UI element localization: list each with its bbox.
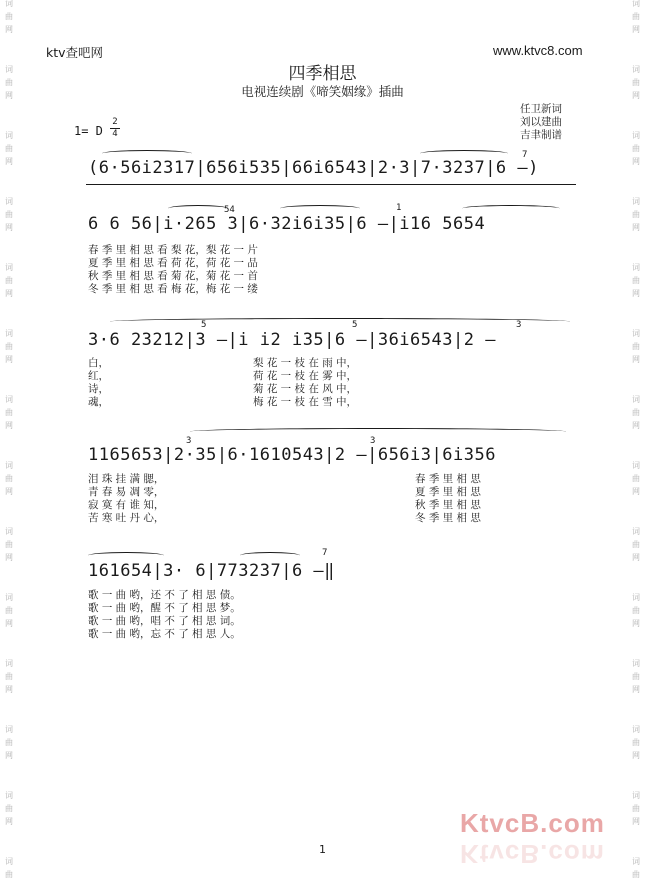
slur-mark xyxy=(168,205,228,212)
edge-watermark-char: 曲 xyxy=(5,12,13,21)
edge-watermark-char: 曲 xyxy=(632,210,640,219)
edge-watermark-char: 网 xyxy=(632,685,640,694)
edge-watermark-char: 曲 xyxy=(5,408,13,417)
lyric-verse3-line3: 菊 花 一 枝 在 风 中， xyxy=(253,383,358,395)
lyric-verse1-line3: 梨 花 一 枝 在 雨 中， xyxy=(253,357,358,369)
score-line-2: 6 6 56|i·265 3|6·32i6i35|6 —|i16 5654 xyxy=(88,214,486,234)
slur-mark xyxy=(240,552,300,559)
edge-watermark-char: 词 xyxy=(632,593,640,602)
lyric-verse1-line4-end: 春 季 里 相 思 xyxy=(415,473,481,485)
edge-watermark-char: 网 xyxy=(5,487,13,496)
edge-watermark-char: 词 xyxy=(5,263,13,272)
lyric-verse3-line4-end: 秋 季 里 相 思 xyxy=(415,499,481,511)
time-signature xyxy=(110,118,120,139)
edge-watermark-char: 网 xyxy=(5,619,13,628)
lyric-verse3-line4: 寂 寞 有 谁 知， xyxy=(88,499,165,511)
grace-note: 5 xyxy=(201,320,207,330)
edge-watermark-char: 网 xyxy=(632,421,640,430)
edge-watermark-char: 词 xyxy=(632,131,640,140)
lyric-verse2-line3-start: 红， xyxy=(88,370,109,382)
lyric-verse1-line5: 歌 一 曲 哟，还 不 了 相 思 债。 xyxy=(88,589,241,601)
grace-note: 1 xyxy=(396,203,402,213)
edge-watermark-char: 曲 xyxy=(5,672,13,681)
site-url[interactable]: www.ktvc8.com xyxy=(493,43,583,58)
score-line-5: 161654|3· 6|773237|6 —‖ xyxy=(88,561,335,581)
edge-watermark-char: 曲 xyxy=(632,342,640,351)
score-line-1: (6·56i2317|656i535|66i6543|2·3|7·3237|6 —) xyxy=(88,158,539,178)
edge-watermark-char: 网 xyxy=(5,25,13,34)
edge-watermark-char: 曲 xyxy=(632,606,640,615)
edge-watermark-char: 曲 xyxy=(632,144,640,153)
edge-watermark-char: 词 xyxy=(5,527,13,536)
edge-watermark-char: 曲 xyxy=(632,804,640,813)
edge-watermark-char: 曲 xyxy=(632,540,640,549)
edge-watermark-char: 词 xyxy=(632,65,640,74)
lyric-verse3-line3-start: 诗， xyxy=(88,383,109,395)
edge-watermark-char: 词 xyxy=(632,395,640,404)
edge-watermark-char: 曲 xyxy=(5,144,13,153)
grace-note: 7 xyxy=(522,150,528,160)
grace-note: 3 xyxy=(516,320,522,330)
edge-watermark-char: 网 xyxy=(5,817,13,826)
left-edge-watermark xyxy=(3,0,15,891)
grace-note: 3 xyxy=(370,436,376,446)
transcriber-credit: 吉聿制谱 xyxy=(520,129,562,141)
right-edge-watermark xyxy=(630,0,642,891)
lyricist-credit: 任卫新词 xyxy=(520,103,562,115)
edge-watermark-char: 曲 xyxy=(5,276,13,285)
lyric-verse4-line2: 冬 季 里 相 思 看 梅 花，梅 花 一 缕 xyxy=(88,283,258,295)
edge-watermark-char: 曲 xyxy=(632,474,640,483)
edge-watermark-char: 曲 xyxy=(632,12,640,21)
edge-watermark-char: 词 xyxy=(5,725,13,734)
grace-note: 7 xyxy=(322,548,328,558)
edge-watermark-char: 曲 xyxy=(632,276,640,285)
score-line-3: 3·6 23212|3 —|i i2 i35|6 —|36i6543|2 — xyxy=(88,330,496,350)
edge-watermark-char: 曲 xyxy=(632,408,640,417)
site-name: ktv查吧网 xyxy=(46,45,104,60)
edge-watermark-char: 词 xyxy=(5,197,13,206)
lyric-verse2-line5: 歌 一 曲 哟，醒 不 了 相 思 梦。 xyxy=(88,602,241,614)
time-numerator: 2 xyxy=(112,117,118,127)
score-line-4: 1165653|2·35|6·1610543|2 —|656i3|6i356 xyxy=(88,445,496,465)
edge-watermark-char: 网 xyxy=(632,553,640,562)
edge-watermark-char: 词 xyxy=(632,329,640,338)
page-number: 1 xyxy=(319,843,326,856)
edge-watermark-char: 网 xyxy=(632,25,640,34)
lyric-verse2-line4-end: 夏 季 里 相 思 xyxy=(415,486,481,498)
edge-watermark-char: 词 xyxy=(5,131,13,140)
edge-watermark-char: 网 xyxy=(5,421,13,430)
edge-watermark-char: 网 xyxy=(5,289,13,298)
edge-watermark-char: 网 xyxy=(632,619,640,628)
lyric-verse4-line3: 梅 花 一 枝 在 雪 中， xyxy=(253,396,358,408)
edge-watermark-char: 词 xyxy=(5,659,13,668)
lyric-verse2-line4: 青 春 易 凋 零， xyxy=(88,486,165,498)
edge-watermark-char: 网 xyxy=(5,223,13,232)
edge-watermark-char: 词 xyxy=(5,0,13,8)
lyric-verse1-line2: 春 季 里 相 思 看 梨 花，梨 花 一 片 xyxy=(88,244,258,256)
grace-note: 54 xyxy=(224,205,235,215)
key-signature: 1= D xyxy=(74,124,103,138)
lyric-verse3-line2: 秋 季 里 相 思 看 菊 花，菊 花 一 首 xyxy=(88,270,258,282)
edge-watermark-char: 网 xyxy=(5,91,13,100)
edge-watermark-char: 词 xyxy=(632,791,640,800)
edge-watermark-char: 词 xyxy=(5,395,13,404)
edge-watermark-char: 词 xyxy=(5,65,13,74)
edge-watermark-char: 网 xyxy=(5,751,13,760)
grace-note: 3 xyxy=(186,436,192,446)
edge-watermark-char: 网 xyxy=(632,487,640,496)
edge-watermark-char: 网 xyxy=(5,685,13,694)
lyric-verse4-line4-end: 冬 季 里 相 思 xyxy=(415,512,481,524)
song-subtitle: 电视连续剧《啼笑姻缘》插曲 xyxy=(241,84,404,99)
edge-watermark-char: 曲 xyxy=(632,672,640,681)
edge-watermark-char: 网 xyxy=(632,355,640,364)
song-title: 四季相思 xyxy=(288,64,357,84)
edge-watermark-char: 词 xyxy=(632,461,640,470)
edge-watermark-char: 曲 xyxy=(5,474,13,483)
composer-credit: 刘以建曲 xyxy=(520,116,562,128)
lyric-verse4-line4: 苦 寒 吐 丹 心， xyxy=(88,512,165,524)
lyric-verse2-line2: 夏 季 里 相 思 看 荷 花，荷 花 一 品 xyxy=(88,257,258,269)
edge-watermark-char: 网 xyxy=(632,817,640,826)
edge-watermark-char: 曲 xyxy=(5,738,13,747)
edge-watermark-char: 词 xyxy=(5,857,13,866)
edge-watermark-char: 词 xyxy=(5,593,13,602)
edge-watermark-char: 词 xyxy=(632,725,640,734)
edge-watermark-char: 网 xyxy=(632,157,640,166)
edge-watermark-char: 词 xyxy=(632,197,640,206)
edge-watermark-char: 词 xyxy=(5,329,13,338)
edge-watermark-char: 网 xyxy=(5,355,13,364)
edge-watermark-char: 曲 xyxy=(5,342,13,351)
edge-watermark-char: 网 xyxy=(632,751,640,760)
slur-mark xyxy=(102,150,192,157)
lyric-verse3-line5: 歌 一 曲 哟，唱 不 了 相 思 词。 xyxy=(88,615,241,627)
slur-mark xyxy=(110,318,570,325)
lyric-verse4-line5: 歌 一 曲 哟，忘 不 了 相 思 人。 xyxy=(88,628,241,640)
edge-watermark-char: 网 xyxy=(5,553,13,562)
slur-mark xyxy=(420,150,508,157)
lyric-verse2-line3: 荷 花 一 枝 在 雾 中， xyxy=(253,370,358,382)
slur-mark xyxy=(88,552,164,559)
site-watermark-reflection: KtvcB.com xyxy=(460,839,605,869)
lyric-verse1-line3-start: 白， xyxy=(88,357,109,369)
edge-watermark-char: 网 xyxy=(632,223,640,232)
edge-watermark-char: 词 xyxy=(5,461,13,470)
edge-watermark-char: 词 xyxy=(632,659,640,668)
edge-watermark-char: 曲 xyxy=(5,210,13,219)
edge-watermark-char: 网 xyxy=(632,289,640,298)
edge-watermark-char: 曲 xyxy=(632,870,640,879)
edge-watermark-char: 词 xyxy=(632,527,640,536)
edge-watermark-char: 曲 xyxy=(632,78,640,87)
lyric-verse1-line4: 泪 珠 挂 满 腮， xyxy=(88,473,165,485)
edge-watermark-char: 曲 xyxy=(5,78,13,87)
edge-watermark-char: 词 xyxy=(5,791,13,800)
edge-watermark-char: 曲 xyxy=(5,804,13,813)
site-watermark-logo: KtvcB.com xyxy=(460,808,605,838)
slur-mark xyxy=(462,205,560,212)
edge-watermark-char: 曲 xyxy=(632,738,640,747)
edge-watermark-char: 网 xyxy=(5,157,13,166)
slur-mark xyxy=(190,428,566,435)
edge-watermark-char: 词 xyxy=(632,0,640,8)
edge-watermark-char: 曲 xyxy=(5,606,13,615)
edge-watermark-char: 词 xyxy=(632,857,640,866)
edge-watermark-char: 曲 xyxy=(5,540,13,549)
time-denominator: 4 xyxy=(112,129,118,139)
grace-note: 5 xyxy=(352,320,358,330)
lyric-verse4-line3-start: 魂， xyxy=(88,396,109,408)
slur-mark xyxy=(280,205,360,212)
score-underline xyxy=(86,184,576,185)
edge-watermark-char: 曲 xyxy=(5,870,13,879)
edge-watermark-char: 词 xyxy=(632,263,640,272)
edge-watermark-char: 网 xyxy=(632,91,640,100)
